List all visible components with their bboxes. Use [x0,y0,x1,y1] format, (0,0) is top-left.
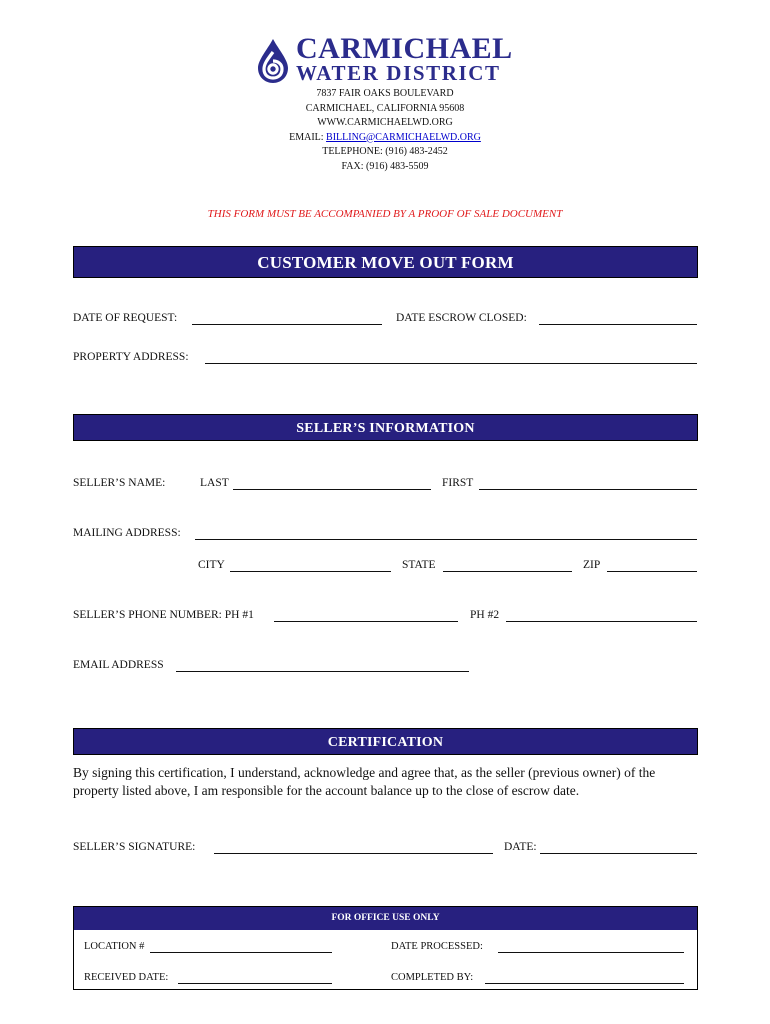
date-escrow-closed-label: DATE ESCROW CLOSED: [396,312,527,324]
zip-field[interactable] [607,559,697,572]
sellers-signature-label: SELLER’S SIGNATURE: [73,841,196,853]
sellers-name-label: SELLER’S NAME: [73,477,166,489]
phone1-label: SELLER’S PHONE NUMBER: PH #1 [73,609,254,621]
sellers-information-banner: SELLER’S INFORMATION [73,414,698,441]
date-of-request-label: DATE OF REQUEST: [73,312,178,324]
state-label: STATE [402,559,436,571]
phone2-label: PH #2 [470,609,500,621]
phone1-field[interactable] [274,609,458,622]
telephone: TELEPHONE: (916) 483-2452 [322,146,448,157]
email-line [0,131,770,146]
first-name-field[interactable] [479,477,697,490]
date-of-request-field[interactable] [192,312,382,325]
office-use-header: FOR OFFICE USE ONLY [74,907,697,930]
location-field[interactable] [150,941,332,953]
received-date-label: RECEIVED DATE: [84,972,169,983]
date-escrow-closed-field[interactable] [539,312,697,325]
zip-label: ZIP [583,559,601,571]
city-state-zip: CARMICHAEL, CALIFORNIA 95608 [305,102,465,114]
first-name-label: FIRST [442,477,474,489]
date-processed-label: DATE PROCESSED: [391,941,483,952]
property-address-label: PROPERTY ADDRESS: [73,351,189,363]
mailing-address-label: MAILING ADDRESS: [73,527,181,539]
contact-block [0,87,770,174]
certification-statement: By signing this certification, I understand, acknowledge and agree that, as the seller (previous owner) of the property listed above, I am responsible for the account balance up to the close of escrow date. [73,765,656,798]
last-name-field[interactable] [233,477,431,490]
email-address-label: EMAIL ADDRESS [73,659,164,671]
sellers-signature-field[interactable] [214,841,493,854]
phone2-field[interactable] [506,609,697,622]
form-title-banner: CUSTOMER MOVE OUT FORM [73,246,698,278]
property-address-field[interactable] [205,351,697,364]
water-drop-logo-icon [255,38,291,84]
signature-date-label: DATE: [504,841,537,853]
completed-by-field[interactable] [485,972,684,984]
city-label: CITY [198,559,225,571]
location-label: LOCATION # [84,941,145,952]
date-processed-field[interactable] [498,941,684,953]
signature-date-field[interactable] [540,841,697,854]
website: WWW.CARMICHAELWD.ORG [317,117,453,128]
certification-banner: CERTIFICATION [73,728,698,755]
email-label: EMAIL: [289,131,327,143]
logo-wordmark-line1: CARMICHAEL [296,32,513,65]
email-link[interactable]: BILLING@CARMICHAELWD.ORG [326,131,481,143]
state-field[interactable] [443,559,572,572]
city-field[interactable] [230,559,391,572]
proof-of-sale-notice: THIS FORM MUST BE ACCOMPANIED BY A PROOF OF SALE DOCUMENT [207,208,563,220]
received-date-field[interactable] [178,972,332,984]
logo-wordmark-line2: WATER DISTRICT [296,61,501,85]
street-address: 7837 FAIR OAKS BOULEVARD [316,88,454,99]
fax: FAX: (916) 483-5509 [341,160,429,172]
last-name-label: LAST [200,477,229,489]
email-address-field[interactable] [176,659,469,672]
mailing-address-field[interactable] [195,527,697,540]
office-use-box [73,906,698,990]
completed-by-label: COMPLETED BY: [391,972,474,983]
